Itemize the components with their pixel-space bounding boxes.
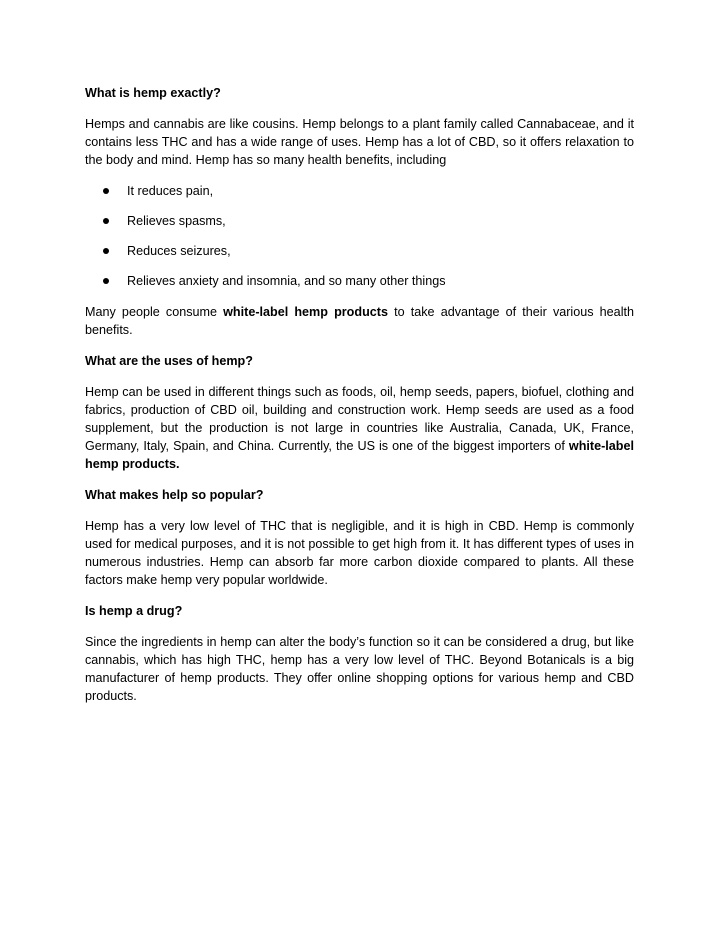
document-page: [85, 84, 634, 718]
bullet-icon: [103, 278, 109, 284]
list-item: [85, 272, 634, 290]
text-run: Hemp can be used in different things such as foods, oil, hemp seeds, papers, biofuel, clothing and fabrics, production of CBD oil, building and construction work. Hemp seeds are used as a food supplement, but the production is not large in countries like Australia, Canada, UK, France, Germany, Italy, Spain, and China. Currently, the US is one of the biggest importers of: [85, 385, 634, 453]
list-item: [85, 212, 634, 230]
heading-what-is-hemp: What is hemp exactly?: [85, 86, 221, 100]
list-item-text: Relieves anxiety and insomnia, and so many other things: [127, 274, 446, 288]
list-item-text: Reduces seizures,: [127, 244, 231, 258]
paragraph-consume: [85, 303, 634, 339]
bold-phrase: white-label hemp products.: [85, 439, 634, 471]
benefits-list: [85, 182, 634, 290]
paragraph-uses: [85, 383, 634, 473]
list-item-text: It reduces pain,: [127, 184, 214, 198]
text-run: Many people consume: [85, 305, 224, 319]
heading-is-hemp-a-drug: Is hemp a drug?: [85, 604, 183, 618]
list-item: [85, 242, 634, 260]
heading-uses-of-hemp: What are the uses of hemp?: [85, 354, 253, 368]
text-run: to take advantage of their various health benefits.: [85, 305, 634, 337]
bullet-icon: [103, 188, 109, 194]
paragraph-popular: Hemp has a very low level of THC that is negligible, and it is high in CBD. Hemp is commonly used for medical purposes, and it is not possible to get high from it. It has different types of uses in numerous industries. Hemp can absorb far more carbon dioxide compared to plants. All these factors make hemp very popular worldwide.: [85, 519, 634, 587]
heading-popular: What makes help so popular?: [85, 488, 264, 502]
paragraph-drug: Since the ingredients in hemp can alter the body’s function so it can be considered a drug, but like cannabis, which has high THC, hemp has a very low level of THC. Beyond Botanicals is a big manufacturer of hemp products. They offer online shopping options for various hemp and CBD products.: [85, 635, 634, 703]
bold-phrase: white-label hemp products: [223, 305, 388, 319]
bullet-icon: [103, 218, 109, 224]
list-item-text: Relieves spasms,: [127, 214, 226, 228]
list-item: [85, 182, 634, 200]
bullet-icon: [103, 248, 109, 254]
paragraph-hemp-intro: Hemps and cannabis are like cousins. Hemp belongs to a plant family called Cannabaceae, and it contains less THC and has a wide range of uses. Hemp has a lot of CBD, so it offers relaxation to the body and mind. Hemp has so many health benefits, including: [85, 117, 634, 167]
